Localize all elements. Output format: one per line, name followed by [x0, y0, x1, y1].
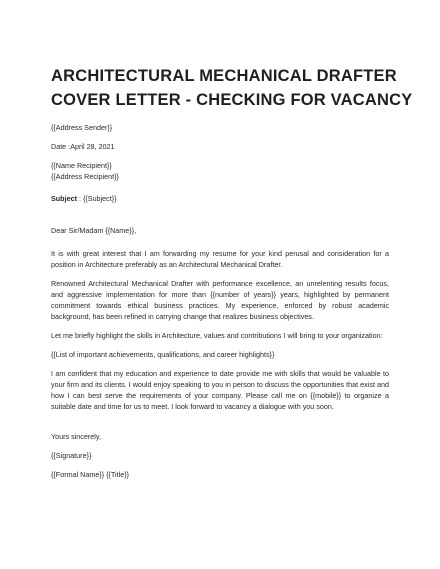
letter-body	[51, 122, 389, 480]
title-line-2: COVER LETTER - CHECKING FOR VACANCY	[51, 91, 413, 109]
paragraph-closing-remarks: I am confident that my education and experience to date provide me with skills that would be valuable to your firm and its clients. I would enjoy speaking to you in person to discuss the opportunities that exist and how I can best serve the requirements of your company. Please call me on {{mobile}} to organize a suitable date and time for us to meet. I look forward to vacancy a dialogue with you soon.	[51, 369, 389, 411]
recipient-name: {{Name Recipient}}	[51, 161, 112, 170]
subject-line	[51, 193, 389, 204]
paragraph-intro: It is with great interest that I am forwarding my resume for your kind perusal and consideration for a position in Architecture preferably as an Architectural Mechanical Drafter.	[51, 249, 389, 269]
signature: {{Signature}}	[51, 451, 92, 460]
subject-separator: :	[76, 194, 83, 203]
letter-date	[51, 141, 389, 152]
paragraph-skills: Let me briefly highlight the skills in Architecture, values and contributions I will bring to your organization:	[51, 331, 383, 340]
sender-address: {{Address Sender}}	[51, 123, 113, 132]
formal-name: {{Formal Name}} {{Title}}	[51, 470, 130, 479]
paragraph-experience: Renowned Architectural Mechanical Drafter with performance excellence, an unrelenting results focus, and aggressive implementation for more than {{number of years}} years, highlighted by permanent commitment towards ethical business practices. My experience, enforced by robust academic background, has been refined in carrying change that realizes business objectives.	[51, 279, 389, 321]
subject-value: {{Subject}}	[82, 194, 117, 203]
document-title	[51, 0, 413, 112]
date-value: April 28, 2021	[70, 142, 115, 151]
title-line-1: ARCHITECTURAL MECHANICAL DRAFTER	[51, 67, 397, 85]
paragraph-achievements: {{List of important achievements, qualifications, and career highlights}}	[51, 350, 275, 359]
salutation: Dear Sir/Madam {{Name}},	[51, 226, 137, 235]
date-label: Date :	[51, 142, 71, 151]
closing: Yours sincerely,	[51, 432, 101, 441]
subject-label: Subject	[51, 194, 77, 203]
recipient-address: {{Address Recipient}}	[51, 172, 119, 181]
